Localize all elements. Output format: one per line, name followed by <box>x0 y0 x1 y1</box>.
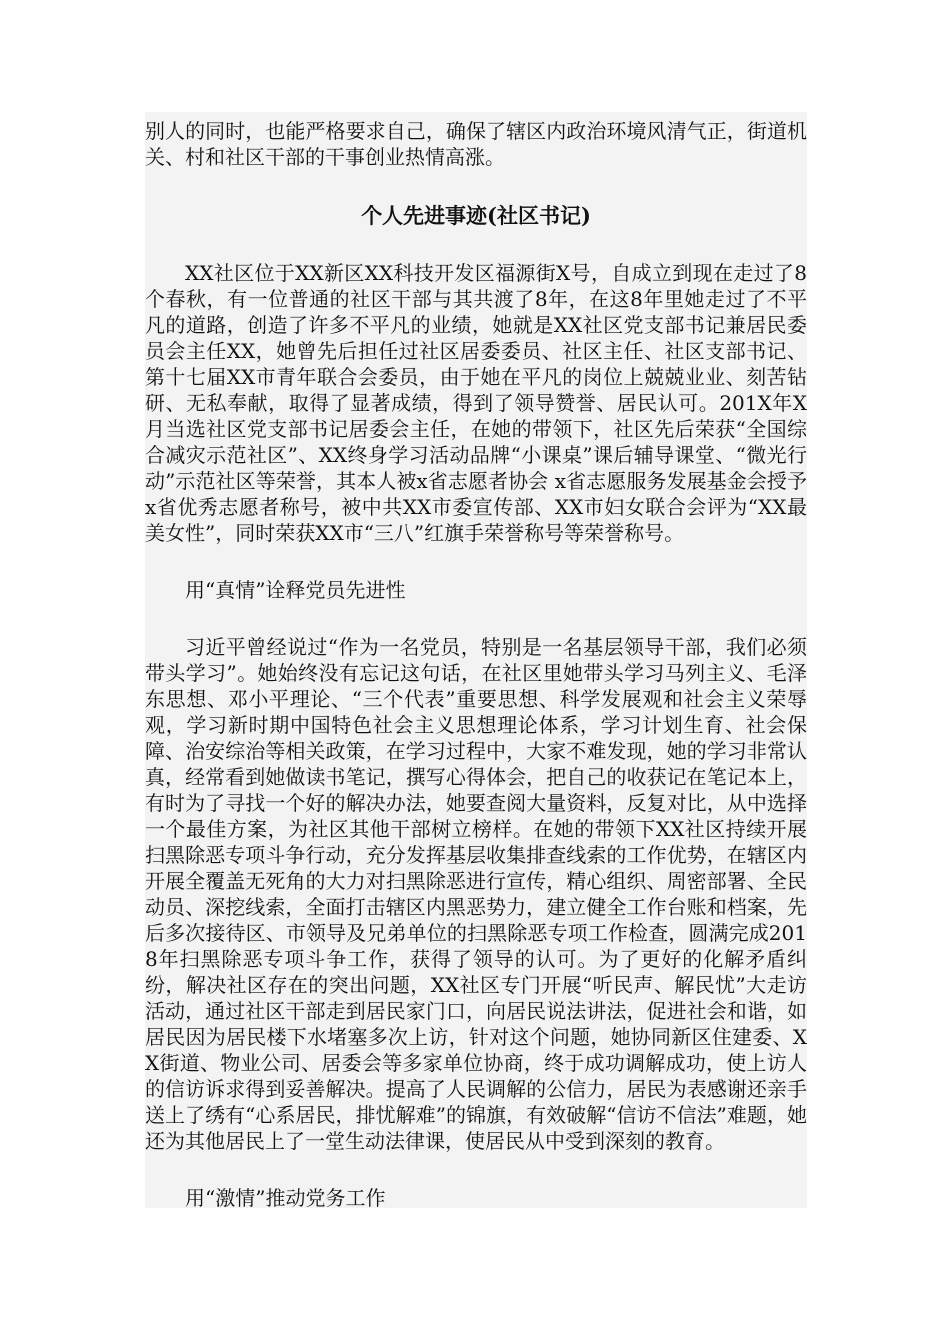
spacer <box>145 603 807 634</box>
section-heading-passion: 用“激情”推动党务工作 <box>185 1186 386 1210</box>
spacer <box>145 1154 807 1185</box>
spacer <box>145 229 807 260</box>
lead-paragraph: 别人的同时，也能严格要求自己，确保了辖区内政治环境风清气正，街道机关、村和社区干部的干事创业热情高涨。 <box>145 119 807 169</box>
section-heading-sincerity: 用“真情”诠释党员先进性 <box>185 578 406 602</box>
paragraph-study-and-work: 习近平曾经说过“作为一名党员，特别是一名基层领导干部，我们必须带头学习”。她始终没有忘记这句话，在社区里她带头学习马列主义、毛泽东思想、邓小平理论、“三个代表”重要思想、科学发展观和社会主义荣辱观，学习新时期中国特色社会主义思想理论体系，学习计划生育、社会保障、治安综治等相关政策，在学习过程中，大家不难发现，她的学习非常认真，经常看到她做读书笔记，撰写心得体会，把自己的收获记在笔记本上，有时为了寻找一个好的解决办法，她要查阅大量资料，反复对比，从中选择一个最佳方案，为社区其他干部树立榜样。在她的带领下XX社区持续开展扫黑除恶专项斗争行动，充分发挥基层收集排查线索的工作优势，在辖区内开展全覆盖无死角的大力对扫黑除恶进行宣传，精心组织、周密部署、全民动员、深挖线索，全面打击辖区内黑恶势力，建立健全工作台账和档案，先后多次接待区、市领导及兄弟单位的扫黑除恶专项工作检查，圆满完成2018年扫黑除恶专项斗争工作，获得了领导的认可。为了更好的化解矛盾纠纷，解决社区存在的突出问题，XX社区专门开展“听民声、解民忧”大走访活动，通过社区干部走到居民家门口，向居民说法讲法，促进社会和谐，如居民因为居民楼下水堵塞多次上访，针对这个问题，她协同新区住建委、XX街道、物业公司、居委会等多家单位协商，终于成功调解成功，使上访人的信访诉求得到妥善解决。提高了人民调解的公信力，居民为表感谢还亲手送上了绣有“心系居民，排忧解难”的锦旗，有效破解“信访不信法”难题，她还为其他居民上了一堂生动法律课，使居民从中受到深刻的教育。 <box>145 635 807 1153</box>
document-content <box>145 118 807 1211</box>
spacer <box>145 170 807 203</box>
document-title: 个人先进事迹(社区书记) <box>361 203 591 228</box>
spacer <box>145 546 807 577</box>
paragraph-community-intro: XX社区位于XX新区XX科技开发区福源街X号，自成立到现在走过了8个春秋，有一位普通的社区干部与其共渡了8年，在这8年里她走过了不平凡的道路，创造了许多不平凡的业绩，她就是XX社区党支部书记兼居民委员会主任XX，她曾先后担任过社区居委委员、社区主任、社区支部书记、第十七届XX市青年联合会委员，由于她在平凡的岗位上兢兢业业、刻苦钻研、无私奉献，取得了显著成绩，得到了领导赞誉、居民认可。201X年X月当选社区党支部书记居委会主任，在她的带领下，社区先后荣获“全国综合减灾示范社区”、XX终身学习活动品牌“小课桌”课后辅导课堂、“微光行动”示范社区等荣誉，其本人被x省志愿者协会 x省志愿服务发展基金会授予x省优秀志愿者称号，被中共XX市委宣传部、XX市妇女联合会评为“XX最美女性”，同时荣获XX市“三八”红旗手荣誉称号等荣誉称号。 <box>145 261 807 545</box>
